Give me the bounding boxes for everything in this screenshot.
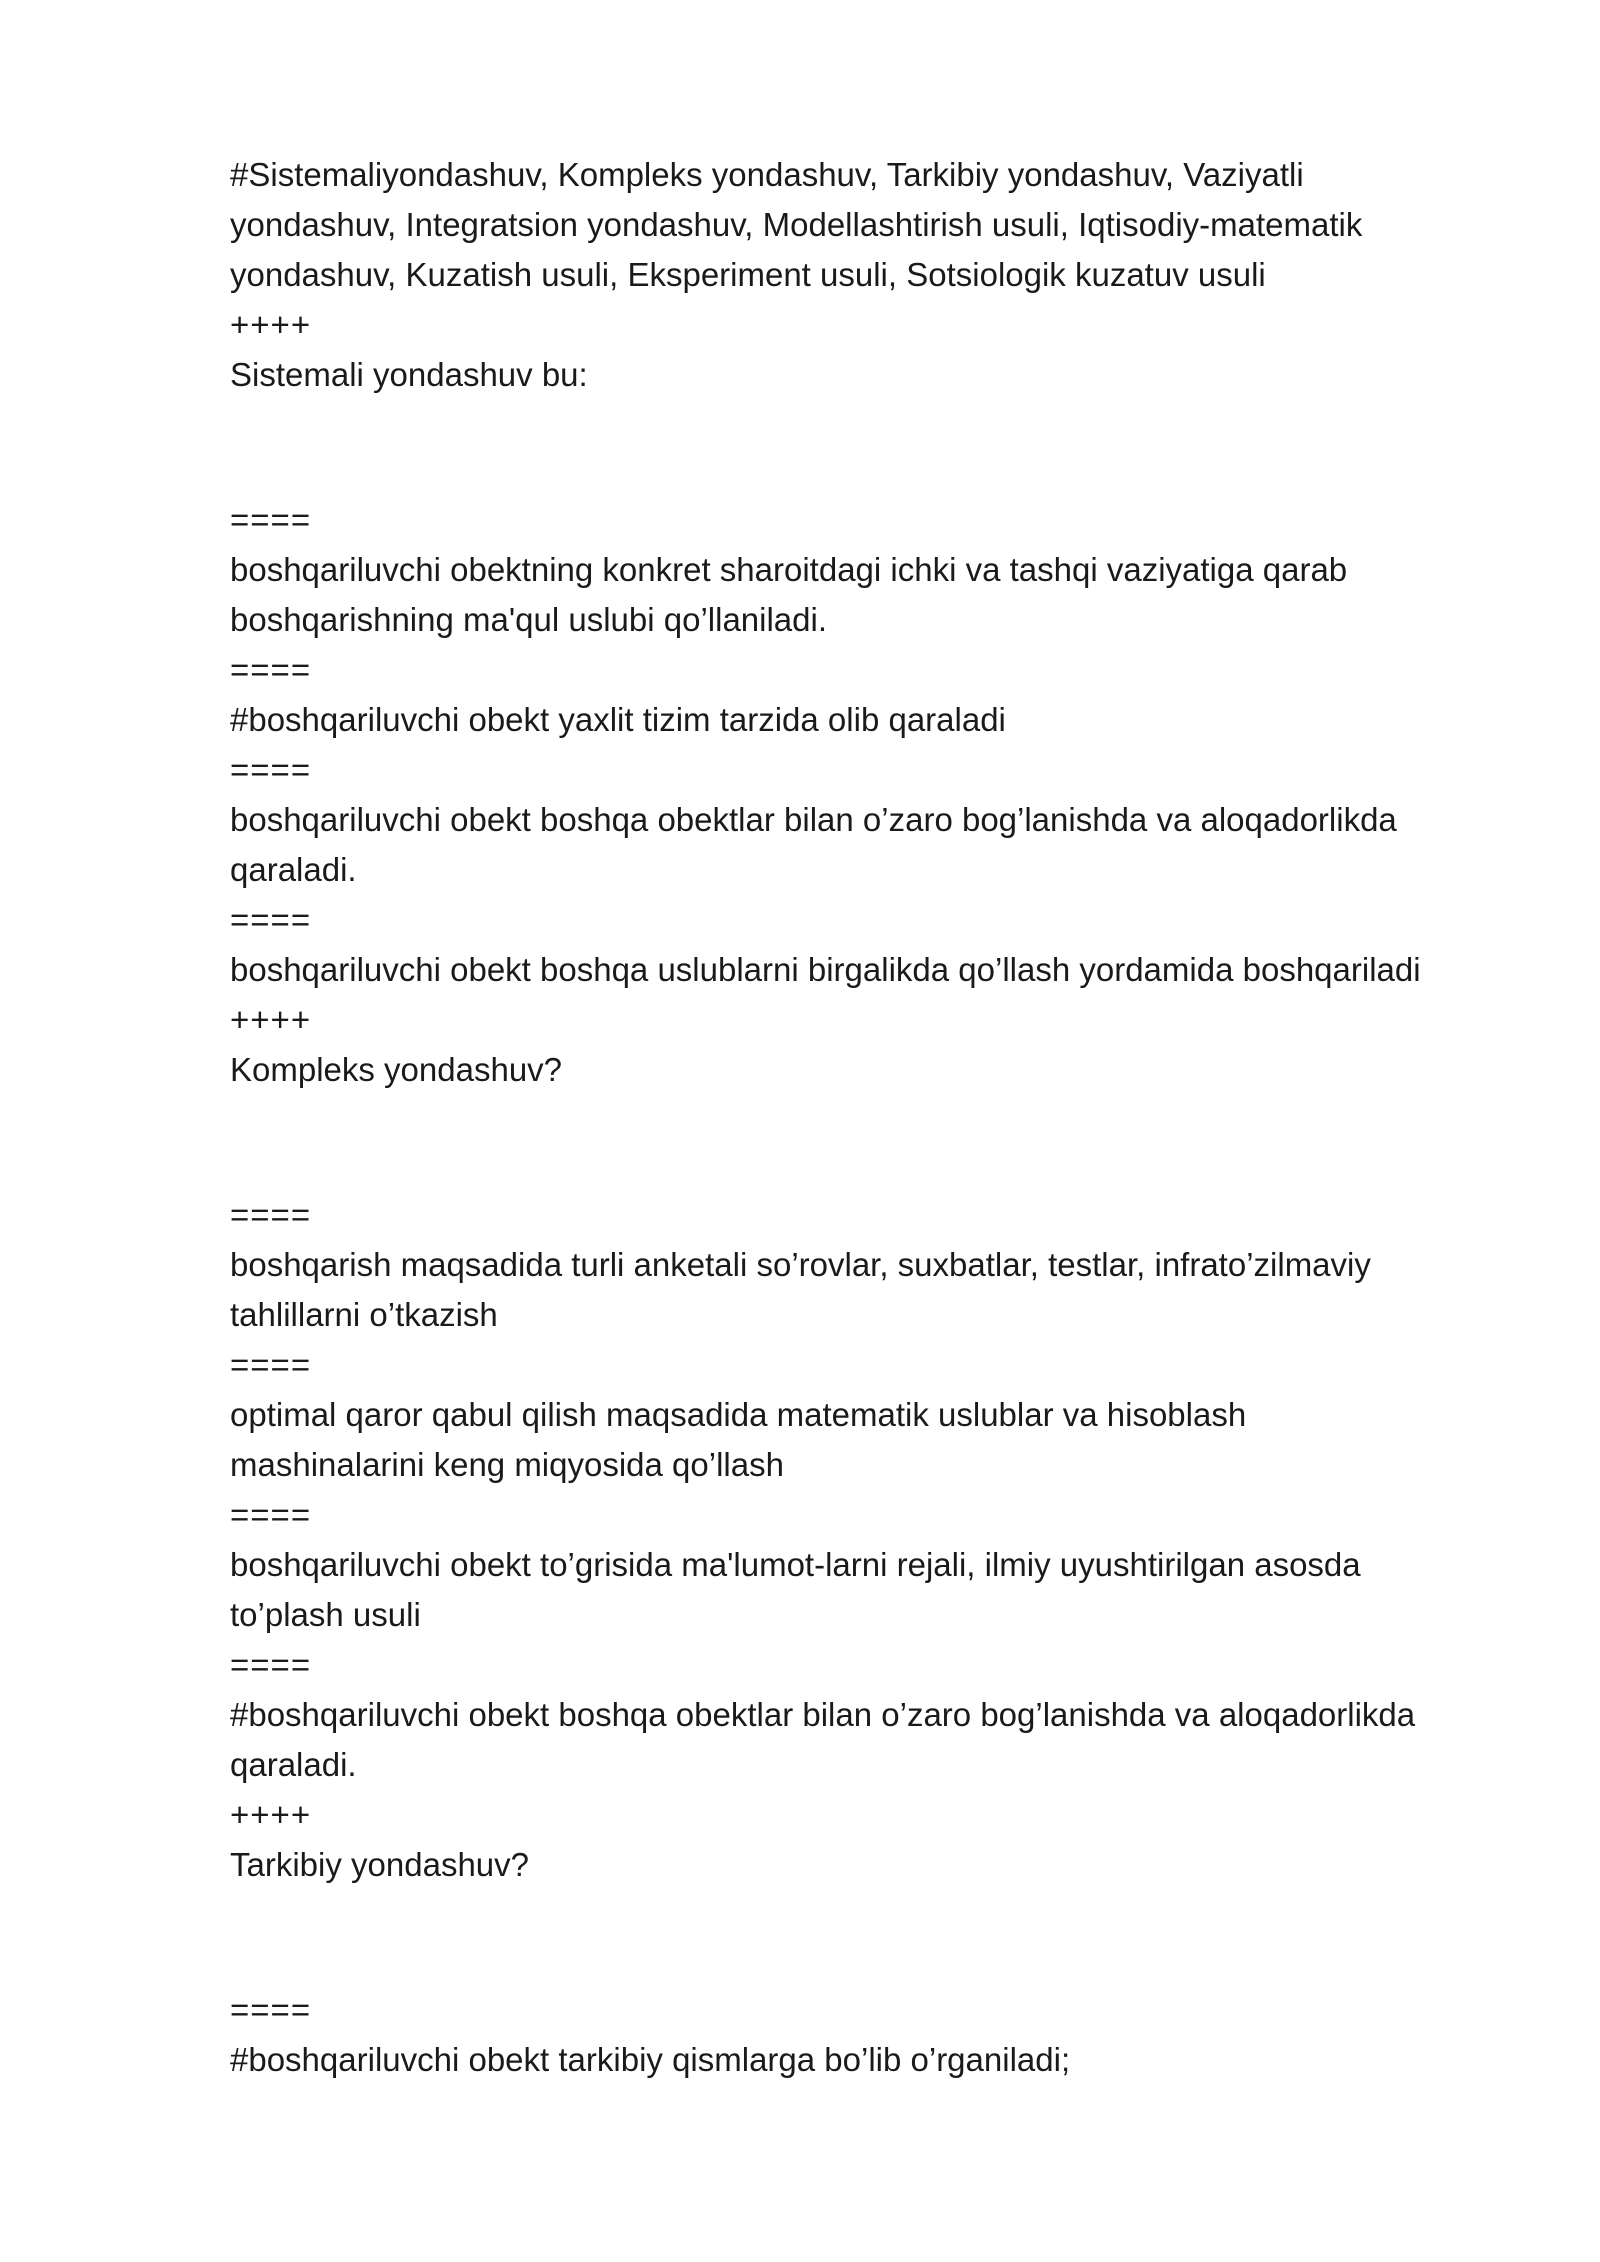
answer-space: [230, 1890, 1530, 1985]
question-marker: ++++: [230, 1796, 312, 1833]
answer-marker: ====: [230, 751, 312, 788]
answer-line: boshqariluvchi obekt boshqa obektlar bilan o’zaro bog’lanishda va aloqadorlikda: [230, 801, 1397, 838]
answer-marker: ====: [230, 1346, 312, 1383]
question-text: Sistemali yondashuv bu:: [230, 356, 588, 393]
intro-line: #Sistemaliyondashuv, Kompleks yondashuv, Tarkibiy yondashuv, Vaziyatli: [230, 156, 1304, 193]
answer-line: #boshqariluvchi obekt boshqa obektlar bilan o’zaro bog’lanishda va aloqadorlikda: [230, 1696, 1416, 1733]
answer-line: #boshqariluvchi obekt yaxlit tizim tarzida olib qaraladi: [230, 701, 1006, 738]
answer-line: to’plash usuli: [230, 1596, 421, 1633]
answer-marker: ====: [230, 901, 312, 938]
answer-line: #boshqariluvchi obekt tarkibiy qismlarga bo’lib o’rganiladi;: [230, 2041, 1071, 2078]
answer-marker: ====: [230, 651, 312, 688]
answer-line: qaraladi.: [230, 1746, 357, 1783]
question-text: Tarkibiy yondashuv?: [230, 1846, 529, 1883]
answer-marker: ====: [230, 1646, 312, 1683]
answer-line: qaraladi.: [230, 851, 357, 888]
answer-marker: ====: [230, 1991, 312, 2028]
answer-line: boshqariluvchi obektning konkret sharoitdagi ichki va tashqi vaziyatiga qarab: [230, 551, 1348, 588]
answer-space: [230, 1095, 1530, 1190]
answer-marker: ====: [230, 1496, 312, 1533]
intro-line: yondashuv, Kuzatish usuli, Eksperiment usuli, Sotsiologik kuzatuv usuli: [230, 256, 1266, 293]
answer-space: [230, 400, 1530, 495]
answer-marker: ====: [230, 1196, 312, 1233]
answer-line: boshqarish maqsadida turli anketali so’rovlar, suxbatlar, testlar, infrato’zilmaviy: [230, 1246, 1371, 1283]
answer-line: boshqarishning ma'qul uslubi qo’llaniladi.: [230, 601, 828, 638]
intro-block: [230, 150, 1530, 300]
document-page: [230, 150, 1530, 2085]
question-text: Kompleks yondashuv?: [230, 1051, 563, 1088]
answer-line: boshqariluvchi obekt to’grisida ma'lumot-larni rejali, ilmiy uyushtirilgan asosda: [230, 1546, 1361, 1583]
answer-line: optimal qaror qabul qilish maqsadida matematik uslublar va hisoblash: [230, 1396, 1247, 1433]
question-marker: ++++: [230, 306, 312, 343]
answer-marker: ====: [230, 501, 312, 538]
question-marker: ++++: [230, 1001, 312, 1038]
intro-line: yondashuv, Integratsion yondashuv, Modellashtirish usuli, Iqtisodiy-matematik: [230, 206, 1363, 243]
answer-line: tahlillarni o’tkazish: [230, 1296, 498, 1333]
answer-line: mashinalarini keng miqyosida qo’llash: [230, 1446, 784, 1483]
answer-line: boshqariluvchi obekt boshqa uslublarni birgalikda qo’llash yordamida boshqariladi: [230, 951, 1421, 988]
